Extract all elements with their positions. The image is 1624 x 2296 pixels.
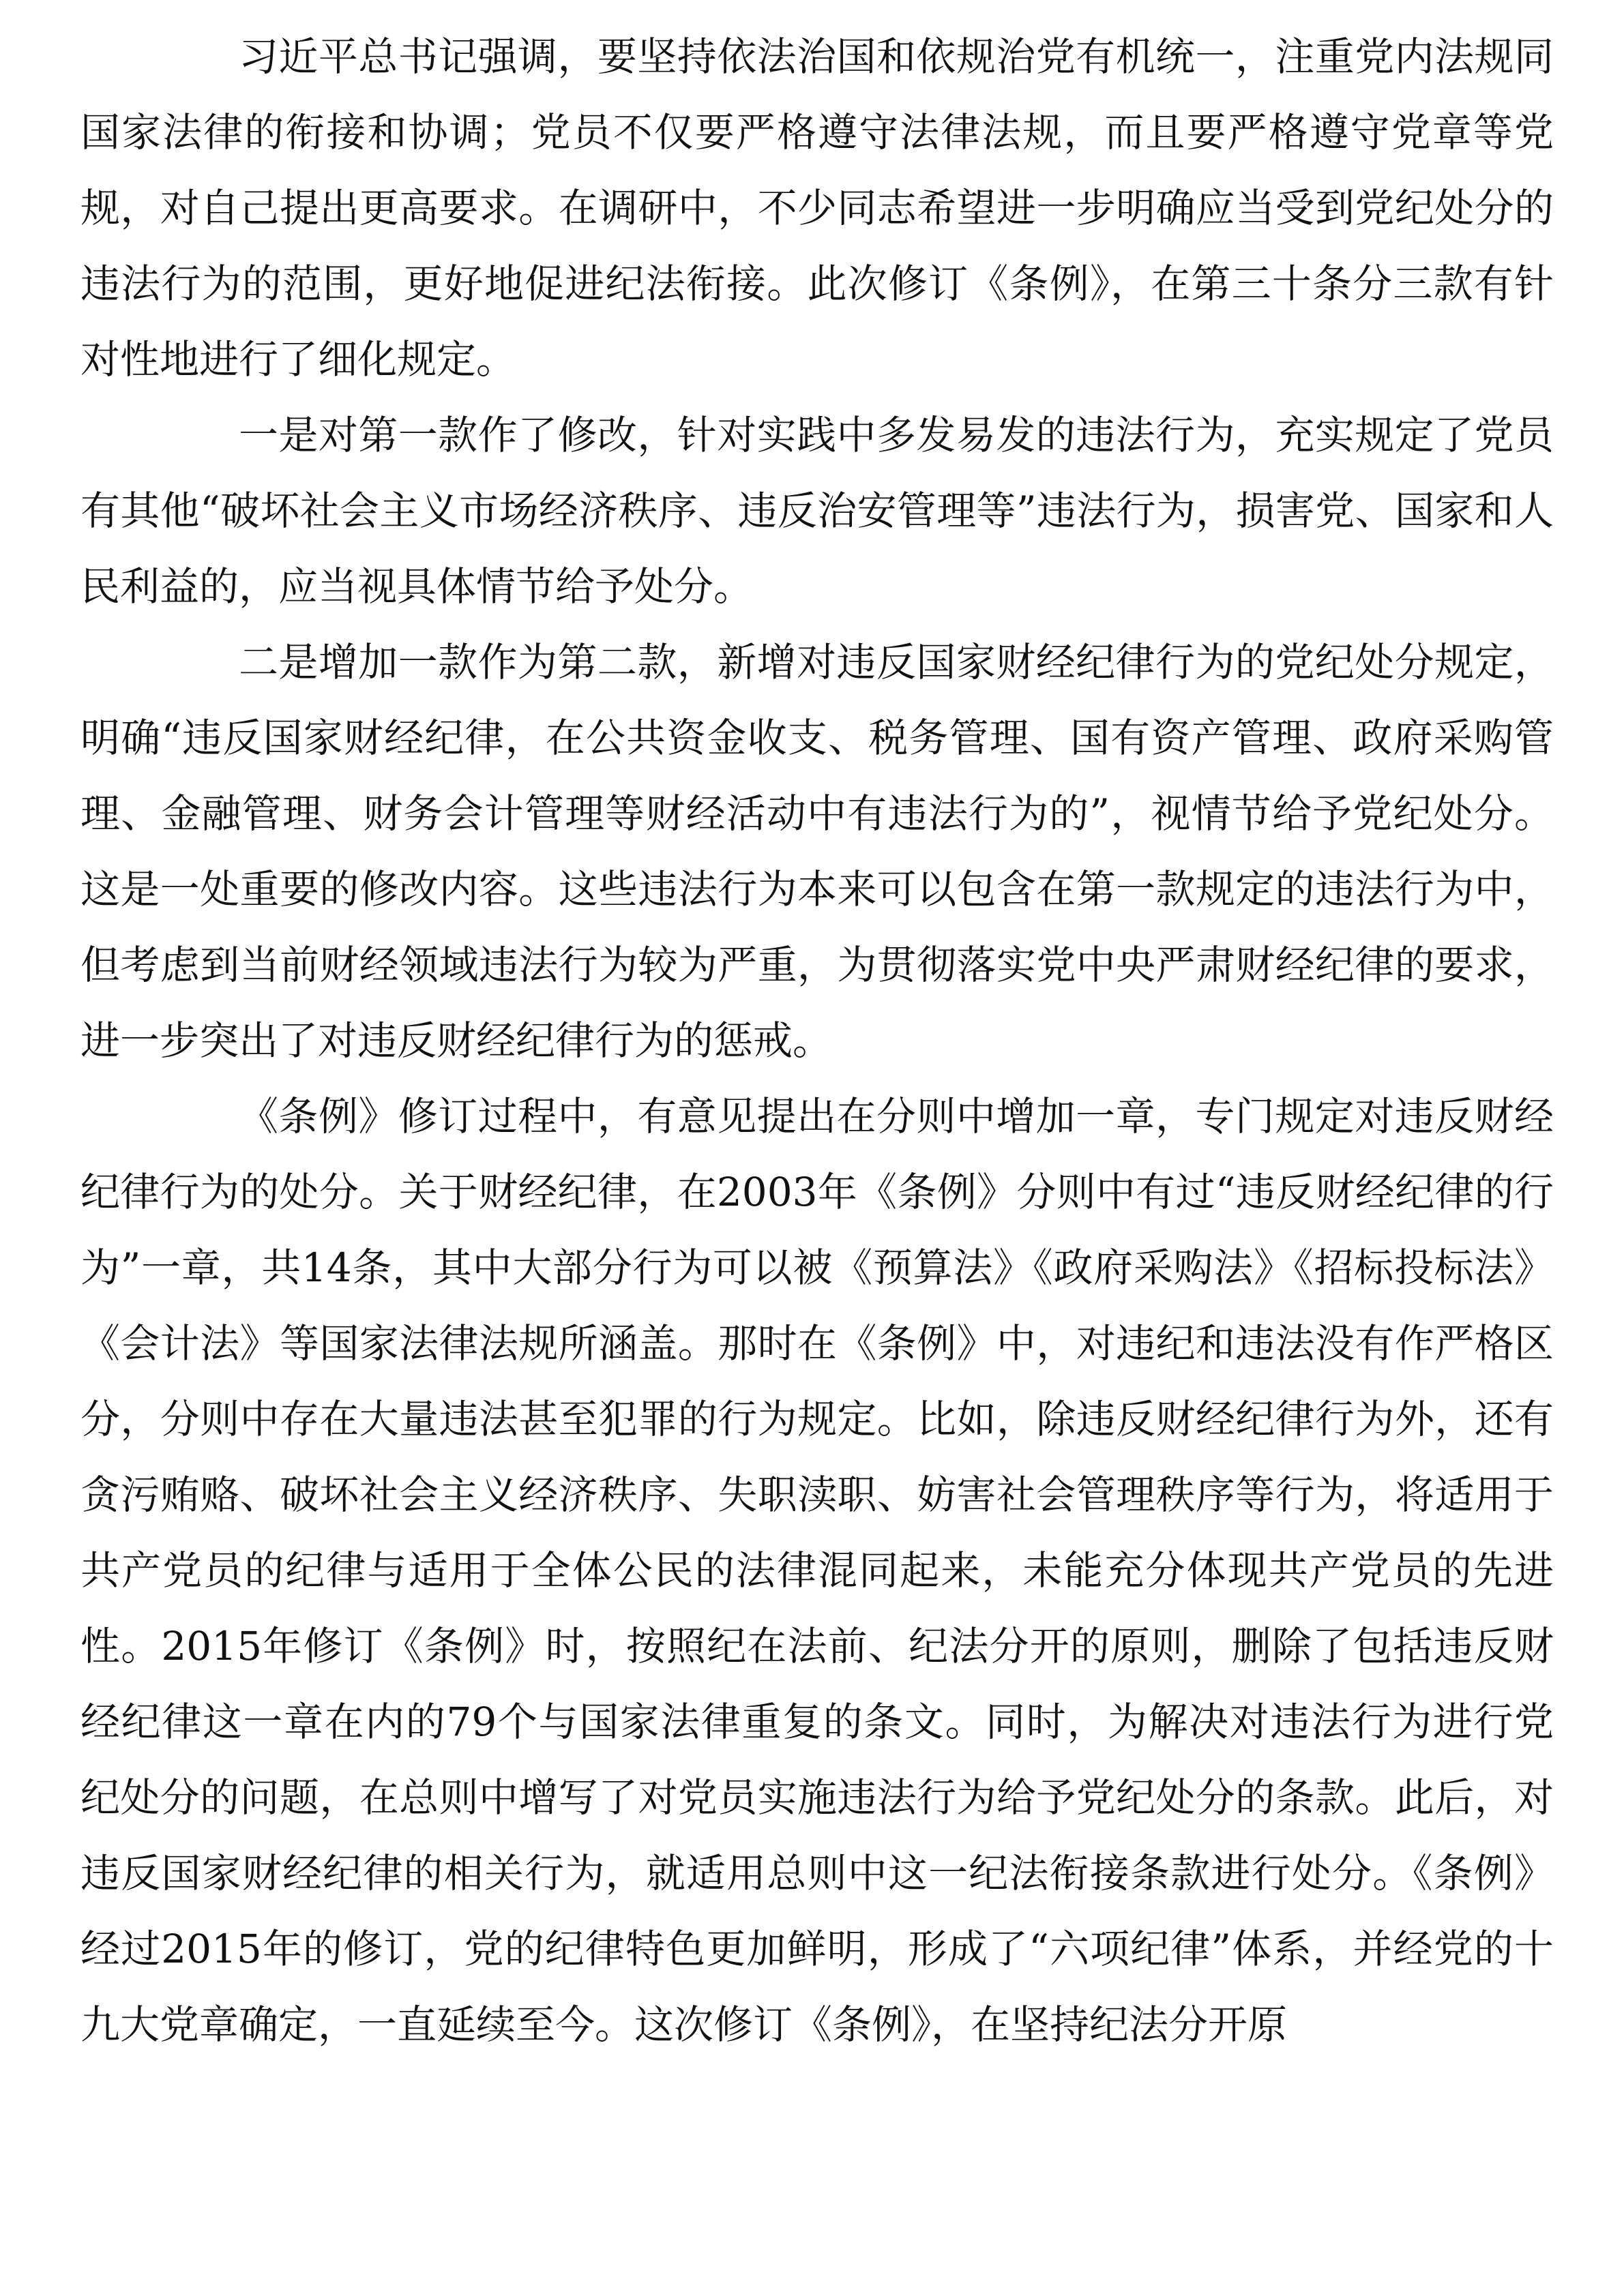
paragraph-3: 二是增加一款作为第二款，新增对违反国家财经纪律行为的党纪处分规定，明确“违反国家财经纪律，在公共资金收支、税务管理、国有资产管理、政府采购管理、金融管理、财务会计管理等财经活动中有违法行为的”，视情节给予党纪处分。这是一处重要的修改内容。这些违法行为本来可以包含在第一款规定的违法行为中，但考虑到当前财经领域违法行为较为严重，为贯彻落实党中央严肃财经纪律的要求，进一步突出了对违反财经纪律行为的惩戒。: [80, 639, 1554, 1064]
paragraph-4: 《条例》修订过程中，有意见提出在分则中增加一章，专门规定对违反财经纪律行为的处分。关于财经纪律，在2003年《条例》分则中有过“违反财经纪律的行为”一章，共14条，其中大部分行为可以被《预算法》《政府采购法》《招标投标法》 《会计法》等国家法律法规所涵盖。那时在《条例》中，对违纪和违法没有作严格区分，分则中存在大量违法甚至犯罪的行为规定。比如，除违反财经纪律行为外，还有贪污贿赂、破坏社会主义经济秩序、失职渎职、妨害社会管理秩序等行为，将适用于共产党员的纪律与适用于全体公民的法律混同起来，未能充分体现共产党员的先进性。2015年修订《条例》时，按照纪在法前、纪法分开的原则，删除了包括违反财经纪律这一章在内的79个与国家法律重复的条文。同时，为解决对违法行为进行党纪处分的问题，在总则中增写了对党员实施违法行为给予党纪处分的条款。此后，对违反国家财经纪律的相关行为，就适用总则中这一纪法衔接条款进行处分。《条例》经过2015年的修订，党的纪律特色更加鲜明，形成了“六项纪律”体系，并经党的十九大党章确定，一直延续至今。这次修订《条例》，在坚持纪法分开原: [80, 1093, 1554, 2048]
paragraph-2: 一是对第一款作了修改，针对实践中多发易发的违法行为，充实规定了党员有其他“破坏社会主义市场经济秩序、违反治安管理等”违法行为，损害党、国家和人民利益的，应当视具体情节给予处分。: [80, 412, 1554, 610]
document-page: [80, 19, 1554, 2063]
paragraph-1: 习近平总书记强调，要坚持依法治国和依规治党有机统一，注重党内法规同国家法律的衔接和协调；党员不仅要严格遵守法律法规，而且要严格遵守党章等党规，对自己提出更高要求。在调研中，不少同志希望进一步明确应当受到党纪处分的违法行为的范围，更好地促进纪法衔接。此次修订《条例》，在第三十条分三款有针对性地进行了细化规定。: [80, 33, 1554, 383]
